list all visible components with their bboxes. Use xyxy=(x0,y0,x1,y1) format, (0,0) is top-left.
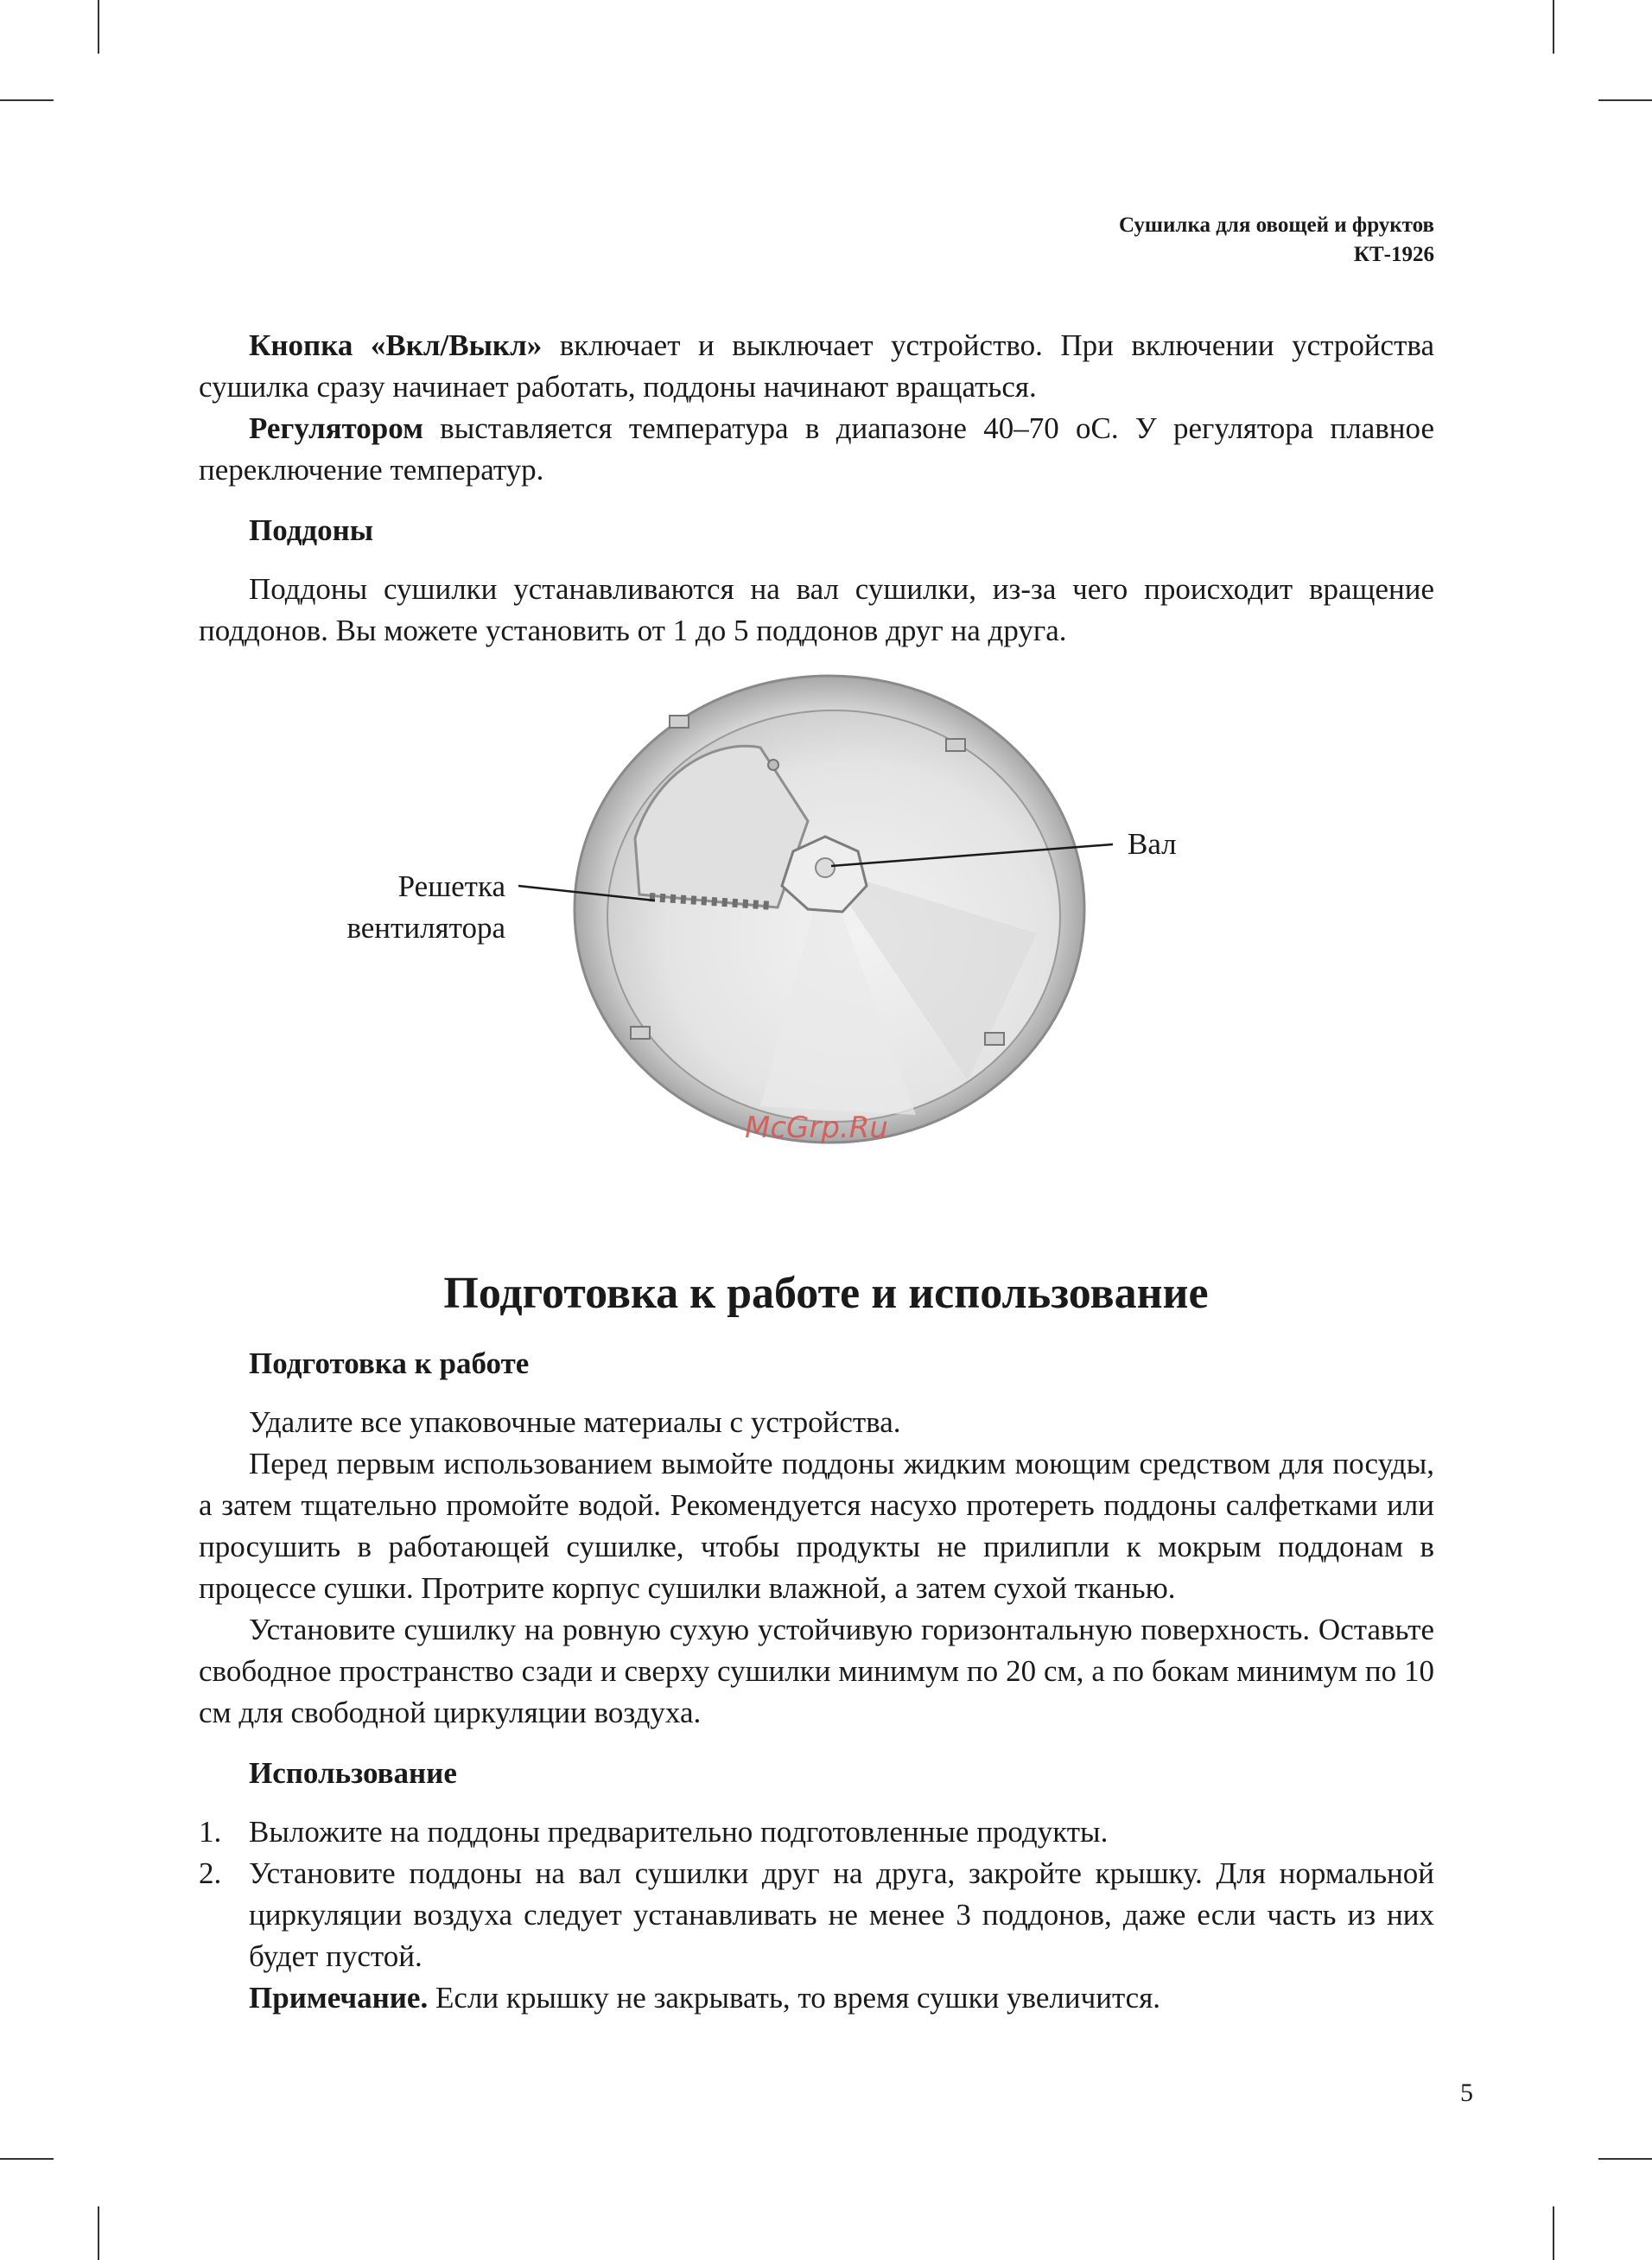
crop-mark xyxy=(98,0,99,54)
label-shaft: Вал xyxy=(1128,827,1177,861)
note-label: Примечание. xyxy=(249,1981,429,2015)
header-model: КТ-1926 xyxy=(1353,243,1434,266)
label-fan-grille: Решетка вентилятора xyxy=(346,869,505,945)
running-header xyxy=(1119,211,1434,270)
regulator-paragraph: Регулятором выставляется температура в диапазоне 40–70 оС. У регулятора плавное переключение температур. xyxy=(199,411,1434,487)
use-steps-list xyxy=(199,1811,1434,1977)
crop-mark xyxy=(0,2158,54,2160)
crop-mark xyxy=(0,99,54,101)
power-button-paragraph: Кнопка «Вкл/Выкл» включает и выключает устройство. При включении устройства сушилка сразу начинает работать, поддоны начинают вращаться. xyxy=(199,328,1434,404)
preparation-heading: Подготовка к работе xyxy=(249,1346,530,1380)
tray-clip xyxy=(985,1033,1004,1045)
dryer-base-figure xyxy=(0,674,1652,1158)
trays-paragraph: Поддоны сушилки устанавливаются на вал сушилки, из-за чего происходит вращение поддонов. Вы можете установить от 1 до 5 поддонов друг на друга. xyxy=(199,572,1434,647)
preparation-section xyxy=(199,1343,1434,2019)
preparation-paragraph-2: Перед первым использованием вымойте поддоны жидким моющим средством для посуды, а затем тщательно промойте водой. Рекомендуется насухо протереть поддоны салфетками или просушить в работающей сушилке, чтобы продукты не прилипли к мокрым поддонам в процессе сушки. Протрите корпус сушилки влажной, а затем сухой тканью. xyxy=(199,1447,1434,1605)
tray-clip xyxy=(670,716,689,728)
crop-mark xyxy=(1598,2158,1652,2160)
list-item: 1. Выложите на поддоны предварительно подготовленные продукты. xyxy=(199,1815,1109,1849)
regulator-term: Регулятором xyxy=(249,411,423,445)
crop-mark xyxy=(1598,99,1652,101)
watermark: McGrp.Ru xyxy=(745,1111,888,1145)
use-heading: Использование xyxy=(249,1756,457,1790)
list-item: 2. Установите поддоны на вал сушилки друг на друга, закройте крышку. Для нормальной циркуляции воздуха следует устанавливать не менее 3 поддонов, даже если часть из них будет пустой. xyxy=(199,1856,1434,1973)
main-heading: Подготовка к работе и использование xyxy=(443,1269,1209,1318)
preparation-paragraph-3: Установите сушилку на ровную сухую устойчивую горизонтальную поверхность. Оставьте свободное пространство сзади и сверху сушилки минимум по 20 см, а по бокам минимум по 10 см для свободной циркуляции воздуха. xyxy=(199,1613,1434,1729)
trays-heading: Поддоны xyxy=(249,513,374,547)
tray-clip xyxy=(631,1027,650,1039)
controls-section xyxy=(199,325,1434,652)
tray-clip xyxy=(946,739,965,751)
crop-mark xyxy=(98,2206,99,2260)
fan-grille-screw xyxy=(768,760,778,770)
power-button-term: Кнопка «Вкл/Выкл» xyxy=(249,328,543,362)
preparation-paragraph-1: Удалите все упаковочные материалы с устройства. xyxy=(249,1405,901,1439)
note-paragraph: Примечание. Если крышку не закрывать, то время сушки увеличится. xyxy=(249,1981,1161,2015)
crop-mark xyxy=(1553,0,1554,54)
header-title: Сушилка для овощей и фруктов xyxy=(1118,213,1434,237)
crop-mark xyxy=(1553,2206,1554,2260)
page-number: 5 xyxy=(1460,2079,1473,2107)
shaft-center xyxy=(816,858,835,877)
